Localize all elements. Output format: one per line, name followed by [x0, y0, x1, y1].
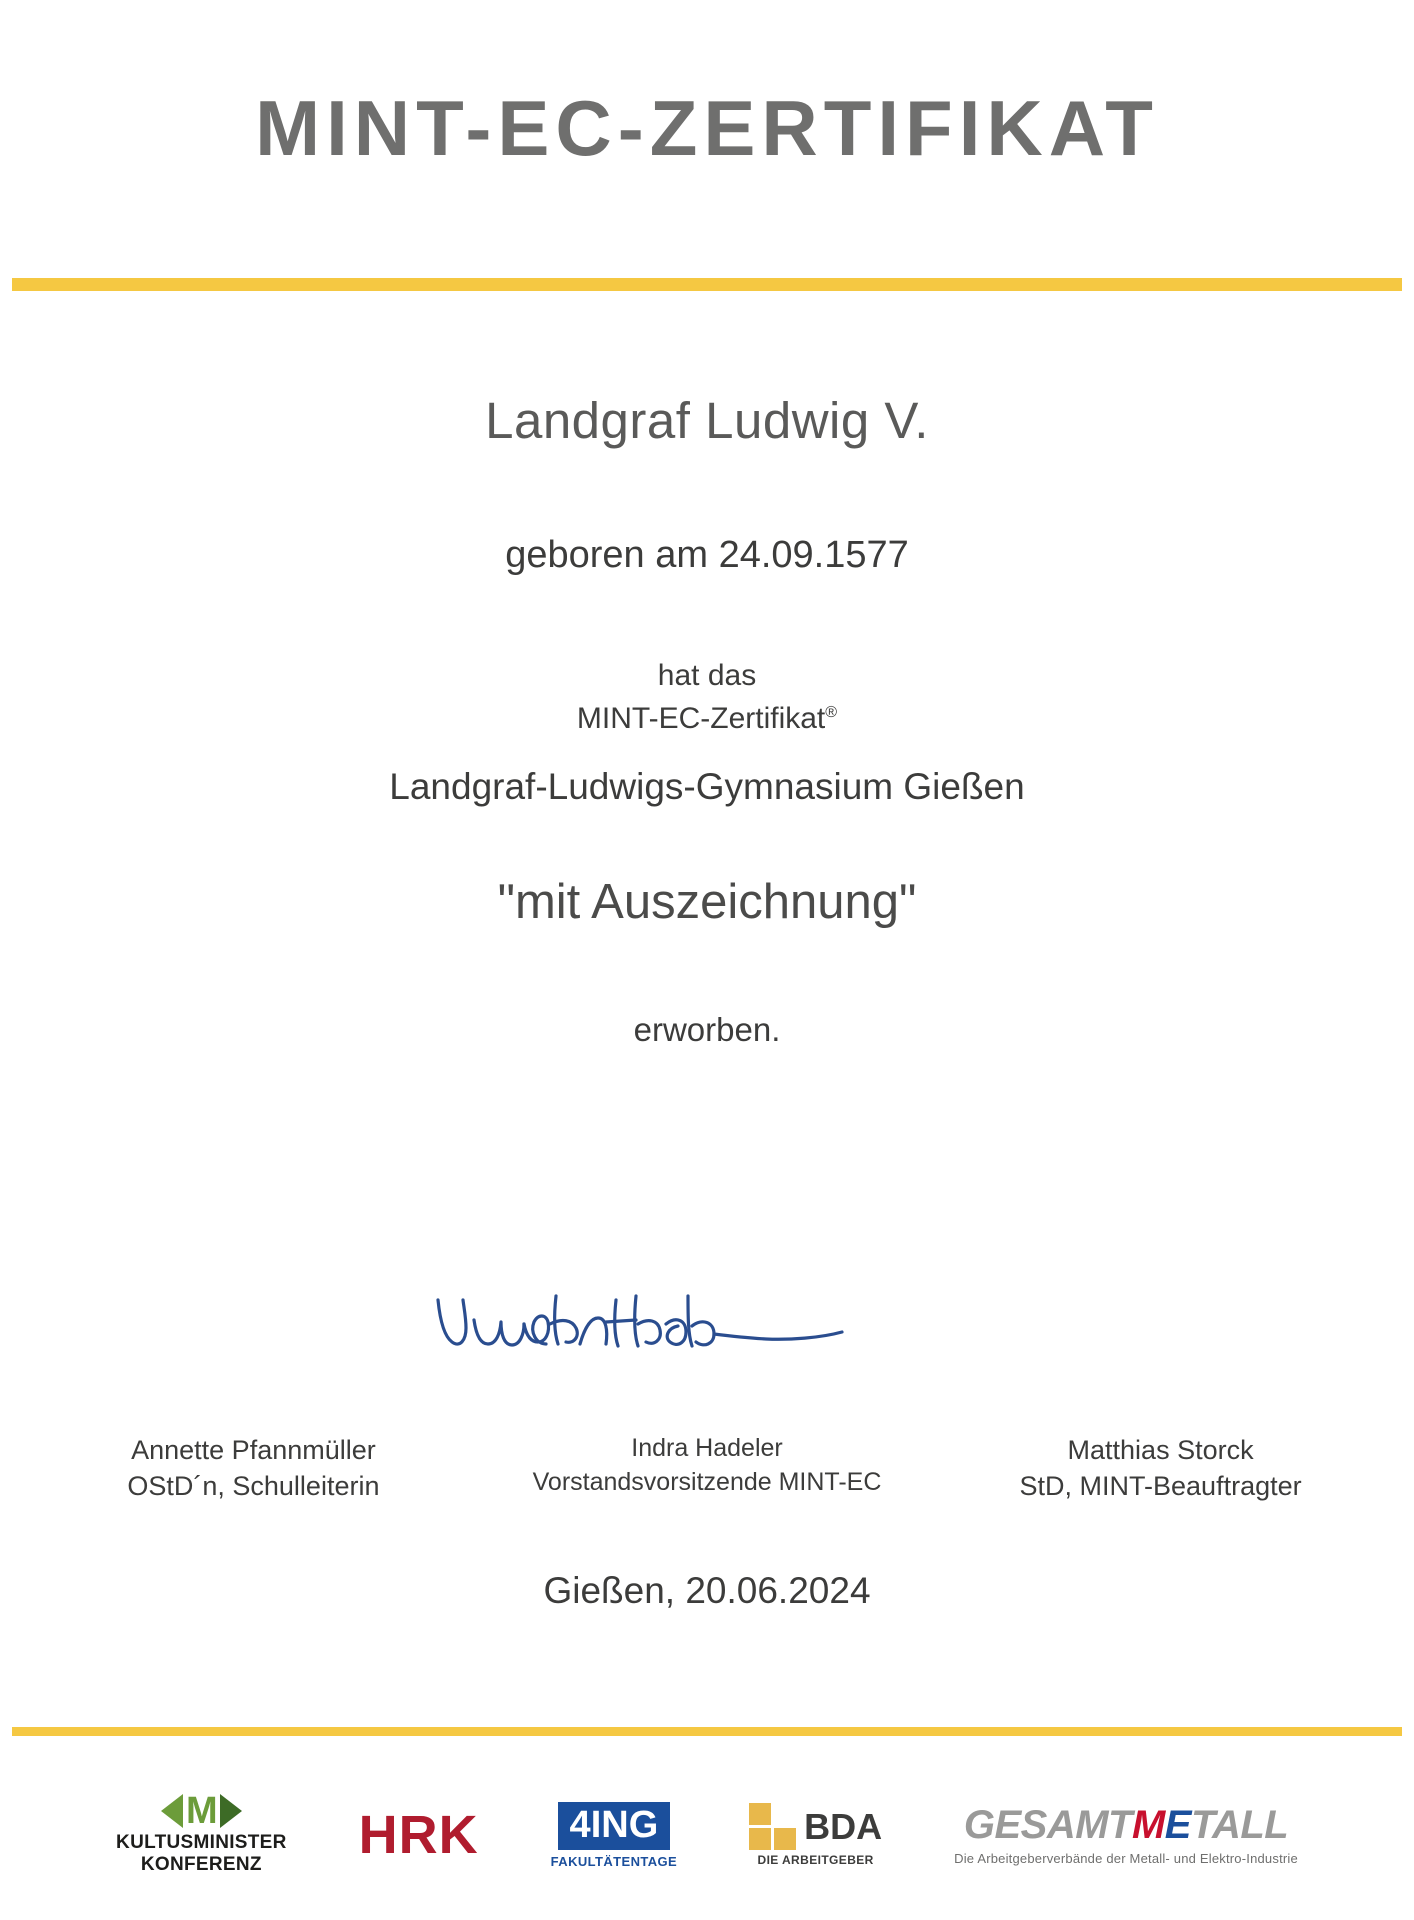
signer-right: [947, 1432, 1374, 1505]
kmk-label-line2: KONFERENZ: [140, 1854, 262, 1875]
bda-square-1: [749, 1803, 771, 1825]
gesamtmetall-logo: [954, 1802, 1298, 1866]
gesamtmetall-wordmark: [963, 1802, 1289, 1847]
divider-bottom: [12, 1727, 1402, 1736]
4ing-subtitle: FAKULTÄTENTAGE: [550, 1853, 678, 1869]
kmk-label-line1: KULTUSMINISTER: [116, 1832, 287, 1854]
gesamtmetall-subtitle: Die Arbeitgeberverbände der Metall- und Elektro-Industrie: [954, 1850, 1298, 1866]
kmk-logo: [116, 1790, 287, 1876]
page-title: MINT-EC-ZERTIFIKAT: [255, 84, 1159, 172]
kmk-mark-icon: [161, 1790, 242, 1833]
4ing-letters: ING: [590, 1803, 659, 1846]
gm-part-e: E: [1164, 1802, 1191, 1847]
certificate-name: MINT-EC-Zertifikat: [576, 702, 826, 736]
birth-date-line: geboren am 24.09.1577: [505, 534, 909, 577]
hrk-logo: [358, 1805, 479, 1865]
bda-wordmark: BDA: [804, 1805, 883, 1847]
bda-squares-icon: [749, 1803, 796, 1850]
acquired-line: erworben.: [633, 1010, 781, 1048]
kmk-right-triangle-icon: [220, 1794, 242, 1828]
signer-name: Indra Hadeler: [631, 1434, 783, 1462]
divider-top: [12, 278, 1402, 291]
intro-line: hat das: [657, 658, 757, 692]
signer-role: Vorstandsvorsitzende MINT-EC: [532, 1467, 882, 1496]
bda-logo: [749, 1803, 882, 1867]
bda-subtitle: DIE ARBEITGEBER: [757, 1853, 874, 1867]
certificate-body: [0, 390, 1414, 1049]
4ing-wordmark: [558, 1802, 671, 1850]
signature-indra-hadeler: [430, 1290, 930, 1390]
4ing-number: 4: [569, 1803, 591, 1846]
gm-part1: GESAMT: [963, 1802, 1132, 1847]
hrk-wordmark: HRK: [358, 1805, 479, 1865]
place-and-date: Gießen, 20.06.2024: [543, 1570, 871, 1611]
distinction-text: "mit Auszeichnung": [497, 874, 917, 929]
signer-name: Annette Pfannmüller: [131, 1435, 376, 1465]
recipient-name: Landgraf Ludwig V.: [485, 392, 929, 449]
school-name: Landgraf-Ludwigs-Gymnasium Gießen: [389, 765, 1025, 807]
signer-name: Matthias Storck: [1067, 1435, 1254, 1465]
4ing-logo: [551, 1802, 677, 1869]
bda-square-3: [749, 1828, 771, 1850]
gm-part-m: M: [1131, 1802, 1165, 1847]
signer-left: [40, 1432, 467, 1505]
bda-square-4: [774, 1828, 796, 1850]
kmk-letter-m: M: [186, 1790, 217, 1833]
kmk-label: [116, 1832, 287, 1876]
signer-role: StD, MINT-Beauftragter: [1019, 1471, 1302, 1502]
gm-part2: TALL: [1190, 1802, 1289, 1847]
signer-middle: [494, 1432, 921, 1500]
kmk-left-triangle-icon: [161, 1794, 183, 1828]
bda-mark: [749, 1803, 882, 1850]
signer-role: OStD´n, Schulleiterin: [127, 1471, 380, 1502]
signature-block: [40, 1432, 1374, 1505]
bda-square-2: [774, 1803, 796, 1825]
certificate-name-line: [0, 697, 1414, 741]
footer-logos: [0, 1770, 1414, 1900]
registered-mark: ®: [825, 704, 838, 722]
